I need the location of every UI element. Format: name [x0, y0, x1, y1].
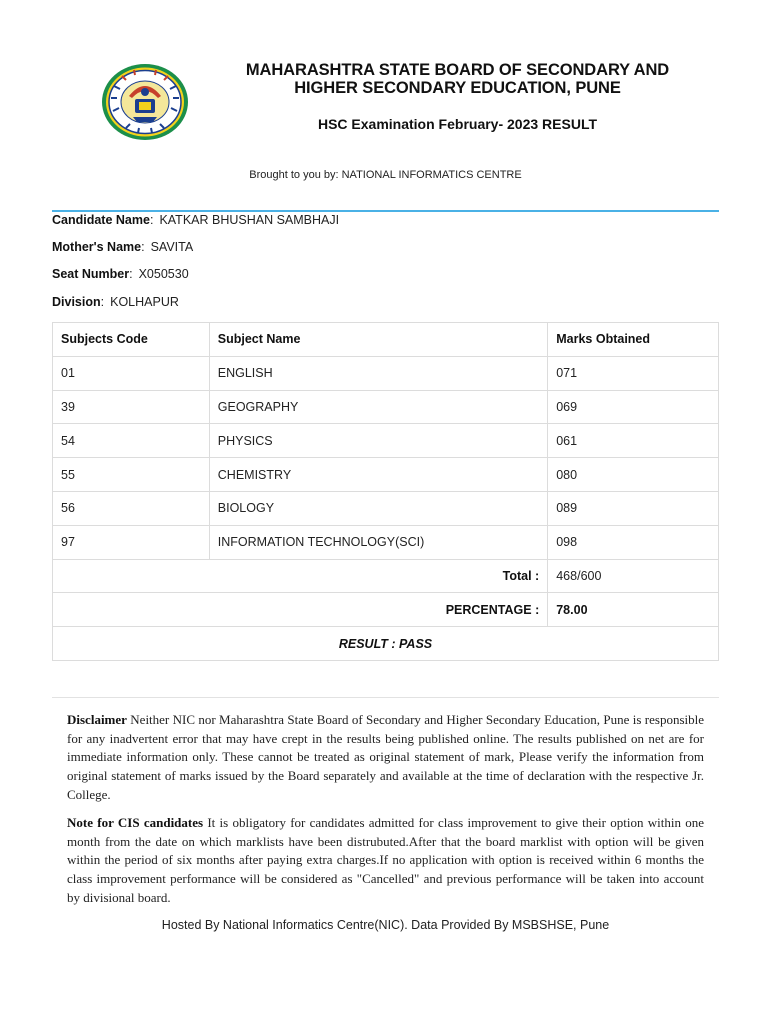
subject-name: ENGLISH: [209, 356, 547, 390]
board-title-line-1: MAHARASHTRA STATE BOARD OF SECONDARY AND: [245, 61, 670, 79]
subject-name: BIOLOGY: [209, 491, 547, 525]
percentage-row: [53, 593, 719, 627]
subject-name: INFORMATION TECHNOLOGY(SCI): [209, 525, 547, 559]
total-value: 468/600: [548, 559, 719, 593]
subject-name: CHEMISTRY: [209, 458, 547, 492]
hosted-by-footer: Hosted By National Informatics Centre(NIC). Data Provided By MSBSHSE, Pune: [161, 918, 610, 932]
table-row: [53, 491, 719, 525]
result-status: RESULT : PASS: [53, 627, 719, 661]
subject-marks: 061: [548, 424, 719, 458]
table-row: [53, 525, 719, 559]
cis-note-text: It is obligatory for candidates admitted for class improvement to give their option within one month from the date on which marklists have been distrubuted.After that the board marklist with option will be given within the period of six months after paying extra charges.If no application with option is received within 6 months the class improvement performance will be considered as "Cancelled" and previous performance will be taken into account by divisional board.: [67, 815, 704, 905]
subject-code: 97: [53, 525, 210, 559]
percentage-value: 78.00: [548, 593, 719, 627]
mother-name-row: Mother's Name: SAVITA: [52, 240, 194, 254]
cis-note-title: Note for CIS candidates: [67, 815, 204, 830]
subject-marks: 071: [548, 356, 719, 390]
table-row: [53, 356, 719, 390]
subject-marks: 089: [548, 491, 719, 525]
marks-table: [52, 322, 719, 661]
percentage-label: PERCENTAGE :: [53, 593, 548, 627]
table-row: [53, 390, 719, 424]
board-seal-logo: [100, 62, 190, 142]
mother-name-value: SAVITA: [150, 240, 194, 254]
column-header-subject-code: Subjects Code: [53, 323, 210, 357]
subject-code: 39: [53, 390, 210, 424]
subject-code: 01: [53, 356, 210, 390]
result-row: [53, 627, 719, 661]
column-header-marks: Marks Obtained: [548, 323, 719, 357]
board-title: [230, 61, 685, 97]
subject-marks: 069: [548, 390, 719, 424]
disclaimer-text: Neither NIC nor Maharashtra State Board of Secondary and Higher Secondary Education, Pune is responsible for any inadvertent error that may have crept in the results being published online. The results published on net are for immediate information only. These cannot be treated as original statement of mark, Please verify the information from original statement of marks issued by the Board separately and available at the time of declaration with the respective Jr. College.: [67, 712, 704, 802]
subject-code: 56: [53, 491, 210, 525]
total-label: Total :: [53, 559, 548, 593]
candidate-name-row: Candidate Name: KATKAR BHUSHAN SAMBHAJI: [52, 213, 340, 227]
division-value: KOLHAPUR: [110, 295, 179, 309]
seat-number-row: Seat Number: X050530: [52, 267, 189, 281]
subject-name: GEOGRAPHY: [209, 390, 547, 424]
seat-number-value: X050530: [138, 267, 189, 281]
board-title-line-2: HIGHER SECONDARY EDUCATION, PUNE: [294, 79, 621, 97]
column-header-subject-name: Subject Name: [209, 323, 547, 357]
subject-name: PHYSICS: [209, 424, 547, 458]
disclaimer-paragraph: [67, 711, 704, 805]
exam-title: HSC Examination February- 2023 RESULT: [317, 116, 598, 132]
candidate-name-value: KATKAR BHUSHAN SAMBHAJI: [159, 213, 340, 227]
section-divider: [52, 697, 719, 698]
division-label: Division: [52, 295, 101, 309]
table-row: [53, 458, 719, 492]
mother-name-label: Mother's Name: [52, 240, 142, 254]
table-row: [53, 424, 719, 458]
total-row: [53, 559, 719, 593]
subject-code: 54: [53, 424, 210, 458]
brought-by-credit: Brought to you by: NATIONAL INFORMATICS CENTRE: [249, 169, 522, 181]
division-row: Division: KOLHAPUR: [52, 295, 179, 309]
subject-code: 55: [53, 458, 210, 492]
header-divider: [52, 210, 719, 212]
candidate-name-label: Candidate Name: [52, 213, 150, 227]
table-header-row: [53, 323, 719, 357]
cis-note-paragraph: [67, 814, 704, 908]
subject-marks: 080: [548, 458, 719, 492]
seat-number-label: Seat Number: [52, 267, 130, 281]
disclaimer-title: Disclaimer: [67, 712, 127, 727]
subject-marks: 098: [548, 525, 719, 559]
